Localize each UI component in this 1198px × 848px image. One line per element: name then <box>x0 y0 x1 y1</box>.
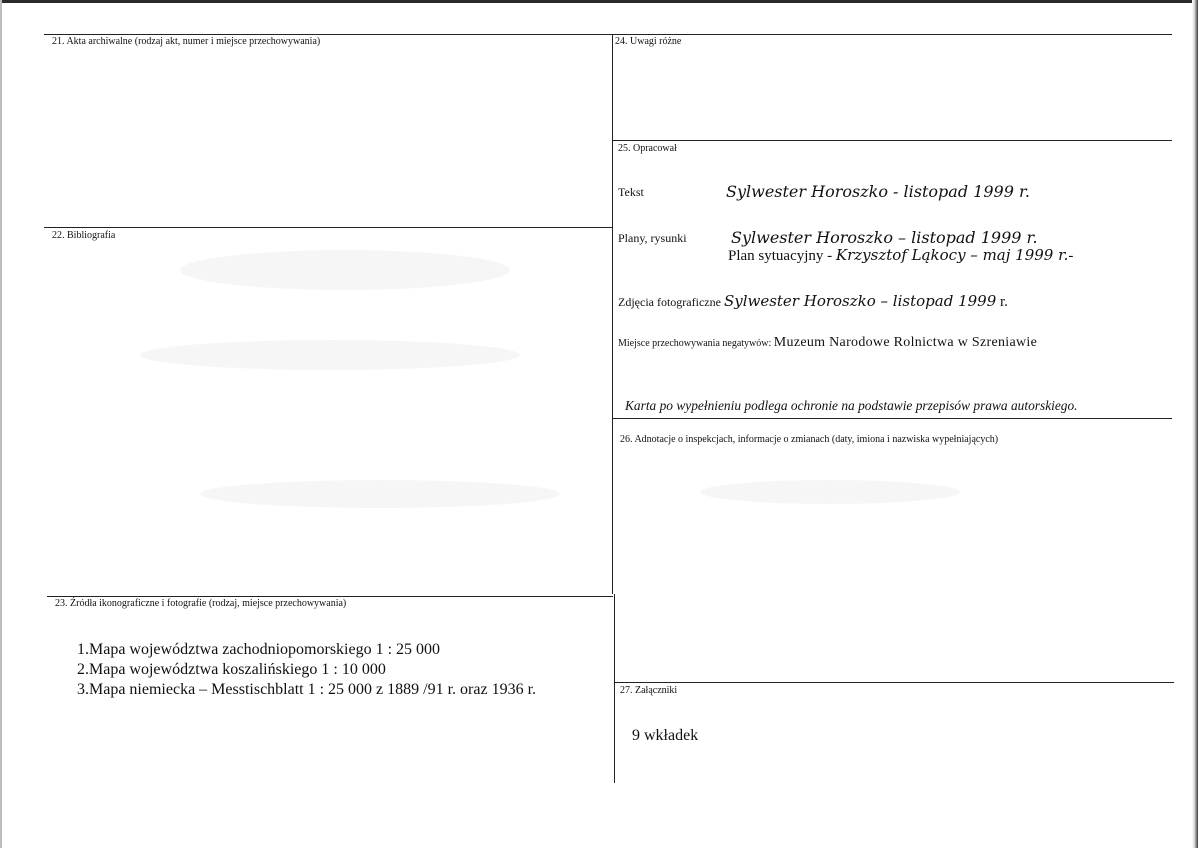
list-item: 3.Mapa niemiecka – Messtischblatt 1 : 25 000 z 1889 /91 r. oraz 1936 r. <box>77 681 537 698</box>
center-divider-lower <box>614 594 615 783</box>
section-22-label: 22. Bibliografia <box>52 230 116 241</box>
section-25-rule <box>612 140 1172 141</box>
section-21-label: 21. Akta archiwalne (rodzaj akt, numer i miejsce przechowywania) <box>52 36 321 47</box>
plany-label: Plany, rysunki <box>618 231 687 245</box>
center-divider-upper <box>612 34 613 594</box>
plan-sytuacyjny-line <box>728 246 1073 265</box>
miejsce-line <box>618 333 1037 351</box>
attachments-value: 9 wkładek <box>632 727 699 744</box>
section-25-label: 25. Opracował <box>618 143 677 154</box>
plan-sytuacyjny-label: Plan sytuacyjny - <box>728 248 836 264</box>
section-24-label: 24. Uwagi różne <box>615 36 682 47</box>
zdjecia-suffix: r. <box>996 294 1008 310</box>
miejsce-value: Muzeum Narodowe Rolnictwa w Szreniawie <box>773 335 1038 350</box>
zdjecia-line <box>618 292 1008 311</box>
zdjecia-label: Zdjęcia fotograficzne <box>618 295 724 309</box>
scan-edge-right <box>1192 0 1198 848</box>
section-26-rule <box>612 418 1172 419</box>
list-item: 1.Mapa województwa zachodniopomorskiego 1 : 25 000 <box>77 641 441 658</box>
plan-sytuacyjny-suffix: - <box>1068 248 1074 264</box>
list-item: 2.Mapa województwa koszalińskiego 1 : 10 000 <box>77 661 386 678</box>
section-27-label: 27. Załączniki <box>620 685 678 696</box>
scan-edge-top <box>0 0 1198 3</box>
tekst-label: Tekst <box>618 185 644 199</box>
tekst-value: Sylwester Horoszko - listopad 1999 r. <box>726 182 1030 201</box>
section-22-rule <box>44 227 612 228</box>
show-through-smudge <box>140 340 520 370</box>
miejsce-label: Miejsce przechowywania negatywów: <box>618 338 774 349</box>
show-through-smudge <box>700 480 960 504</box>
top-rule <box>44 34 1172 35</box>
copyright-notice: Karta po wypełnieniu podlega ochronie na podstawie przepisów prawa autorskiego. <box>625 398 1078 413</box>
show-through-smudge <box>180 250 510 290</box>
section-26-label: 26. Adnotacje o inspekcjach, informacje o zmianach (daty, imiona i nazwiska wypełniających) <box>620 434 999 445</box>
section-23-rule <box>47 596 613 597</box>
plan-sytuacyjny-value: Krzysztof Ląkocy – maj 1999 r. <box>835 246 1069 264</box>
section-27-rule <box>614 682 1174 683</box>
iconographic-sources-list <box>77 640 536 700</box>
plany-value: Sylwester Horoszko – listopad 1999 r. <box>731 228 1038 247</box>
section-23-label: 23. Źródła ikonograficzne i fotografie (rodzaj, miejsce przechowywania) <box>55 598 347 609</box>
zdjecia-value: Sylwester Horoszko – listopad 1999 <box>723 292 997 310</box>
show-through-smudge <box>200 480 560 508</box>
scan-edge-left <box>0 0 2 848</box>
